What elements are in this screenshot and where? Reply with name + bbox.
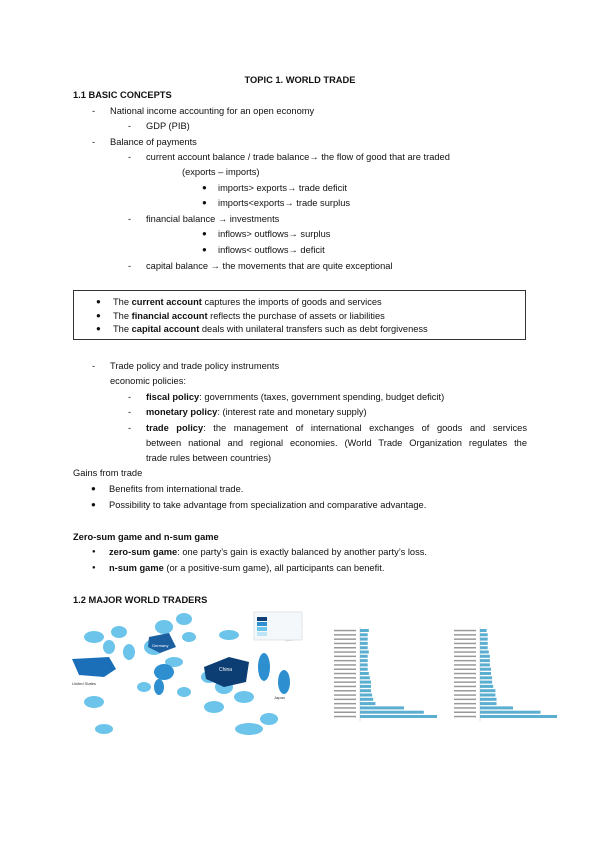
bar [480,715,557,718]
bar-category-label [454,643,476,645]
bullet-icon: ● [92,565,96,571]
list-item: trade policy: the management of international exchanges of goods and services [146,423,527,433]
bar-category-label [454,669,476,671]
bar [360,698,373,701]
gains-heading: Gains from trade [73,468,143,478]
bar [360,668,368,671]
bar [480,638,488,641]
bar [360,681,371,684]
bar-category-label [334,699,356,701]
list-item: financial balance → investments [146,214,280,224]
bar-category-label [454,677,476,679]
exports-bar-chart-left [330,625,442,725]
list-item: capital balance → the movements that are quite exceptional [146,261,393,271]
map-label-china: China [219,667,233,673]
bar-category-label [454,690,476,692]
bar [480,663,490,666]
bar-category-label [334,673,356,675]
bar-category-label [454,699,476,701]
bar-category-label [454,681,476,683]
bar [360,715,437,718]
bar-category-label [334,634,356,636]
bar [360,655,368,658]
bar-category-label [334,643,356,645]
bar-category-label [454,664,476,666]
list-item: imports> exports→ trade deficit [218,183,347,193]
bar-category-label [454,660,476,662]
bar-category-label [454,703,476,705]
list-item: current account balance / trade balance→ the flow of good that are traded [146,152,450,162]
section-heading-basic-concepts: 1.1 BASIC CONCEPTS [73,90,172,100]
bar [480,651,489,654]
list-item: GDP (PIB) [146,121,190,131]
exports-bar-chart-right [450,625,560,725]
list-item-sub: economic policies: [110,376,186,386]
bar-category-label [454,716,476,718]
bar-category-label [334,716,356,718]
bar-category-label [334,669,356,671]
usa-shape [72,657,116,677]
box-item: The capital account deals with unilateral transfers such as debt forgiveness [113,324,428,334]
bullet-icon: ● [202,245,207,254]
list-item: zero-sum game: one party’s gain is exactly balanced by another party’s loss. [109,547,427,557]
bullet-icon: ● [92,549,96,555]
map-label-japan: Japan [274,695,285,700]
bar [360,702,375,705]
bar-category-label [454,630,476,632]
bar-category-label [334,656,356,658]
list-item: Trade policy and trade policy instruments [110,361,280,371]
bullet-icon: ● [96,297,101,306]
bar [360,689,371,692]
bar [480,685,493,688]
list-item: National income accounting for an open economy [110,106,315,116]
dash: - [128,261,132,271]
bar-category-label [454,638,476,640]
bar [480,702,497,705]
bar [360,642,368,645]
bar [480,655,490,658]
bar [480,689,495,692]
bar [480,676,492,679]
bar [360,663,368,666]
bar [480,711,541,714]
bullet-icon: ● [96,311,101,320]
bar [480,672,491,675]
bar-category-label [334,677,356,679]
dash: - [92,361,96,371]
dash: - [128,392,132,402]
bar-category-label [334,712,356,714]
bar [480,659,490,662]
bar [480,668,491,671]
bar [480,642,488,645]
bar-category-label [334,660,356,662]
dash: - [128,121,132,131]
bullet-icon: ● [96,324,101,333]
dash: - [128,152,132,162]
bar-category-label [334,690,356,692]
bar-category-label [454,656,476,658]
list-item-cont: trade rules between countries) [146,453,272,463]
bar [480,633,488,636]
bar [360,676,370,679]
bullet-icon: ● [202,183,207,192]
bar-category-label [454,686,476,688]
bar-category-label [334,651,356,653]
bar [480,681,492,684]
bar-category-label [454,673,476,675]
list-item: fiscal policy: governments (taxes, government spending, budget deficit) [146,392,445,402]
bullet-icon: ● [202,198,207,207]
dash: - [128,407,132,417]
bar-category-label [334,630,356,632]
bar [480,694,495,697]
map-label-usa: United States [72,681,97,686]
world-traders-map [64,607,309,737]
bar-category-label [334,638,356,640]
bar [360,638,368,641]
bar [480,698,497,701]
bar-category-label [454,694,476,696]
dash: - [92,137,96,147]
bar [360,685,371,688]
dash: - [128,214,132,224]
section-heading-major-traders: 1.2 MAJOR WORLD TRADERS [73,595,208,605]
bar-category-label [454,634,476,636]
list-item: Balance of payments [110,137,197,147]
bar [360,659,368,662]
bar [480,646,488,649]
bar [480,629,487,632]
bar-category-label [334,647,356,649]
bar-category-label [454,647,476,649]
bar-category-label [454,707,476,709]
bar-category-label [334,664,356,666]
bar-category-label [454,651,476,653]
bar [360,711,424,714]
bullet-icon: ● [91,500,96,509]
list-item: Possibility to take advantage from specialization and comparative advantage. [109,500,427,510]
list-item: Benefits from international trade. [109,484,244,494]
list-item-cont: between national and regional economies. (World Trade Organization regulates the [146,438,527,448]
bar-category-label [334,703,356,705]
bullet-icon: ● [91,484,96,493]
bar-category-label [334,686,356,688]
list-item: monetary policy: (interest rate and monetary supply) [146,407,367,417]
list-item: n-sum game (or a positive-sum game), all participants can benefit. [109,563,385,573]
box-item: The current account captures the imports of goods and services [113,297,382,307]
box-item: The financial account reflects the purchase of assets or liabilities [113,311,385,321]
bar [360,633,368,636]
bar-category-label [454,712,476,714]
bar-category-label [334,707,356,709]
bar [360,646,368,649]
bar-category-label [334,694,356,696]
bullet-icon: ● [202,229,207,238]
dash: - [128,423,132,433]
bar [480,706,513,709]
bar [360,706,404,709]
bar [360,672,369,675]
bar [360,651,369,654]
bar [360,694,372,697]
page-title: TOPIC 1. WORLD TRADE [244,75,356,85]
list-item: inflows< outflows→ deficit [218,245,325,255]
dash: - [92,106,96,116]
list-item: imports<exports→ trade surplus [218,198,351,208]
bar [360,629,369,632]
bar-category-label [334,681,356,683]
list-item: inflows> outflows→ surplus [218,229,331,239]
zerosum-heading: Zero-sum game and n-sum game [73,532,219,542]
map-label-germany: Germany [152,643,169,648]
list-item-sub: (exports – imports) [182,167,260,177]
